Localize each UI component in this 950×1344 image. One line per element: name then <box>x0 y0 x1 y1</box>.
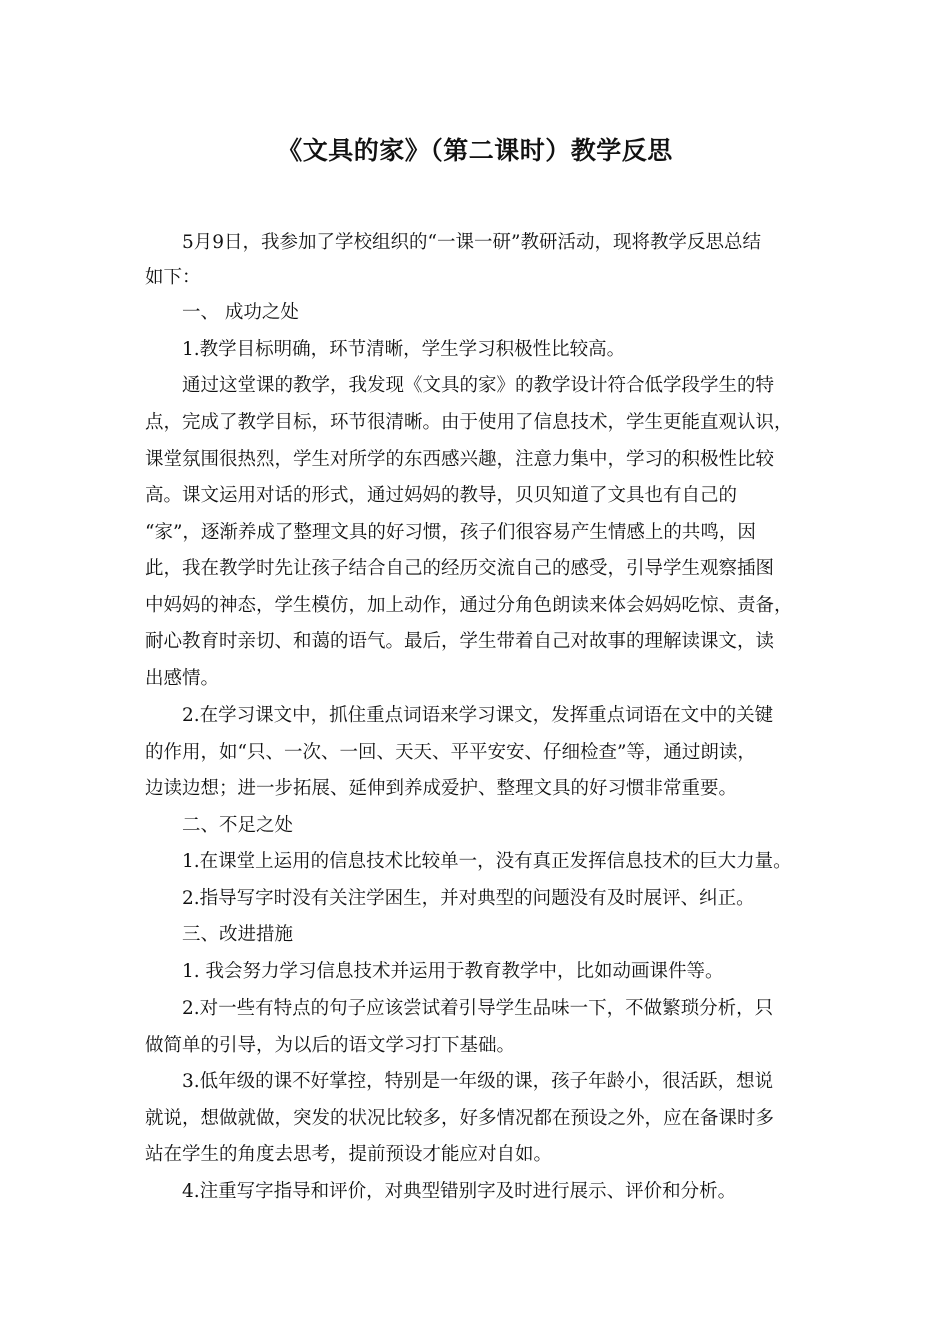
paragraph-line: 出感情。 <box>145 668 220 689</box>
paragraph-line: 1. 我会努力学习信息技术并运用于教育教学中，比如动画课件等。 <box>182 961 724 982</box>
paragraph-line: 2.指导写字时没有关注学困生，并对典型的问题没有及时展评、纠正。 <box>182 888 755 909</box>
document-title: 《文具的家》（第二课时）教学反思 <box>277 136 673 165</box>
paragraph-line: 通过这堂课的教学，我发现《文具的家》的教学设计符合低学段学生的特 <box>182 375 775 396</box>
paragraph-line: 3.低年级的课不好掌控，特别是一年级的课，孩子年龄小，很活跃，想说 <box>182 1071 774 1092</box>
paragraph-line: 5月9日，我参加了学校组织的“一课一研”教研活动，现将教学反思总结 <box>182 232 761 253</box>
paragraph-line: 课堂氛围很热烈，学生对所学的东西感兴趣，注意力集中，学习的积极性比较 <box>145 449 775 470</box>
paragraph-line: 站在学生的角度去思考，提前预设才能应对自如。 <box>145 1144 553 1165</box>
paragraph-line: 点，完成了教学目标，环节很清晰。由于使用了信息技术，学生更能直观认识， <box>145 412 793 433</box>
paragraph-line: 此，我在教学时先让孩子结合自己的经历交流自己的感受，引导学生观察插图 <box>145 558 775 579</box>
paragraph-line: 1.教学目标明确，环节清晰，学生学习积极性比较高。 <box>182 339 626 360</box>
paragraph-line: “家”，逐渐养成了整理文具的好习惯，孩子们很容易产生情感上的共鸣，因 <box>145 522 756 543</box>
section-heading: 三、改进措施 <box>182 924 294 945</box>
paragraph-line: 4.注重写字指导和评价，对典型错别字及时进行展示、评价和分析。 <box>182 1181 737 1202</box>
paragraph-line: 1.在课堂上运用的信息技术比较单一，没有真正发挥信息技术的巨大力量。 <box>182 851 792 872</box>
paragraph-line: 如下： <box>145 267 201 288</box>
paragraph-line: 中妈妈的神态，学生模仿，加上动作，通过分角色朗读来体会妈妈吃惊、责备， <box>145 595 793 616</box>
paragraph-line: 就说，想做就做，突发的状况比较多，好多情况都在预设之外，应在备课时多 <box>145 1108 775 1129</box>
paragraph-line: 做简单的引导，为以后的语文学习打下基础。 <box>145 1035 516 1056</box>
paragraph-line: 2.在学习课文中，抓住重点词语来学习课文，发挥重点词语在文中的关键 <box>182 705 774 726</box>
paragraph-line: 耐心教育时亲切、和蔼的语气。最后，学生带着自己对故事的理解读课文，读 <box>145 631 775 652</box>
paragraph-line: 的作用，如“只、一次、一回、天天、平平安安、仔细检查”等，通过朗读， <box>145 742 756 763</box>
paragraph-line: 2.对一些有特点的句子应该尝试着引导学生品味一下，不做繁琐分析，只 <box>182 998 774 1019</box>
paragraph-line: 高。课文运用对话的形式，通过妈妈的教导，贝贝知道了文具也有自己的 <box>145 485 738 506</box>
paragraph-line: 边读边想；进一步拓展、延伸到养成爱护、整理文具的好习惯非常重要。 <box>145 778 738 799</box>
section-heading: 二、不足之处 <box>182 815 294 836</box>
section-heading: 一、 成功之处 <box>182 302 299 323</box>
